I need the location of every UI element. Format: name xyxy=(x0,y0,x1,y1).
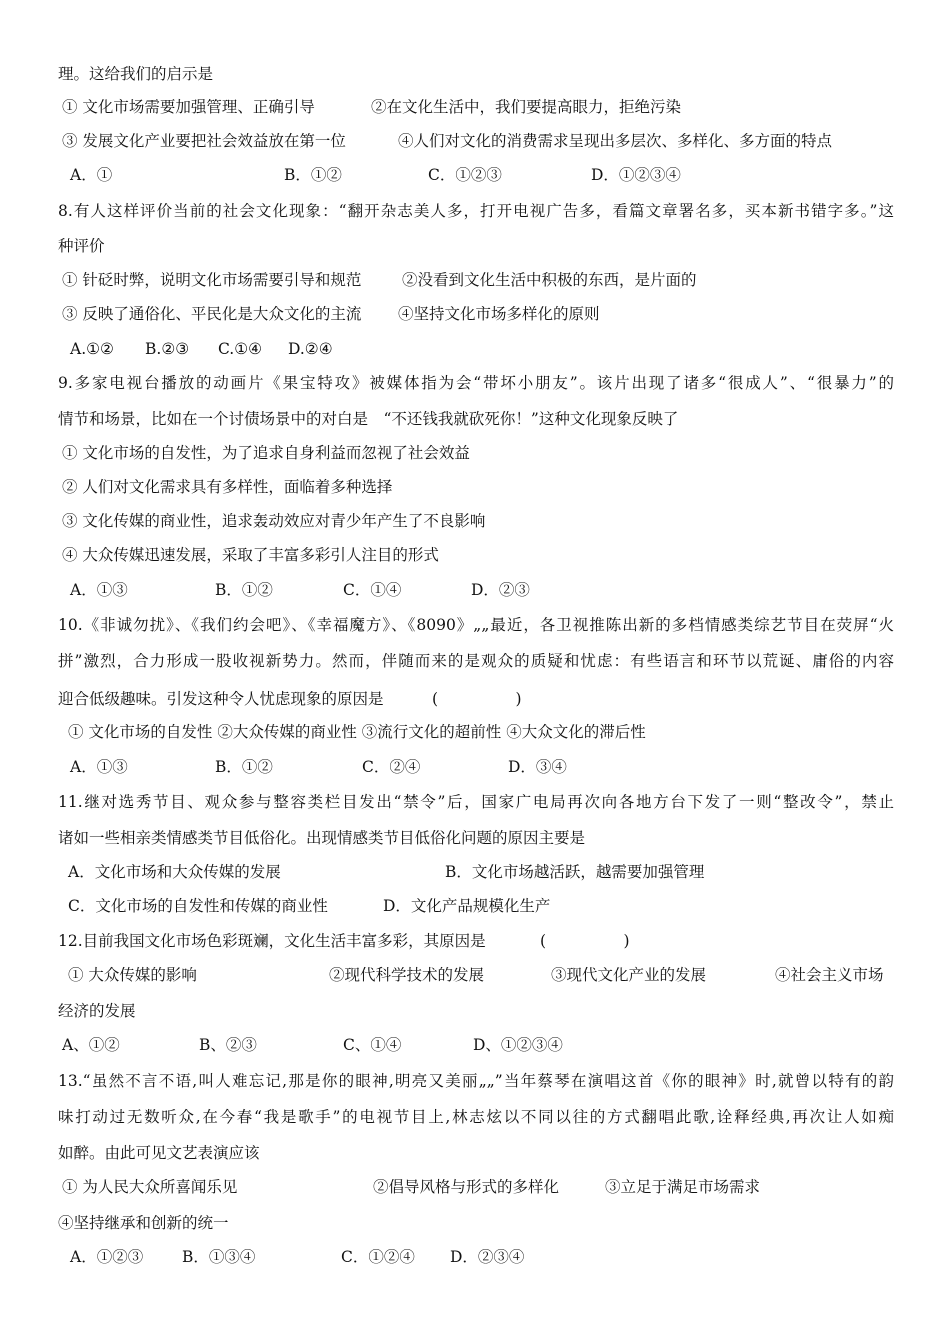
q10-stem-line-2: 拼”激烈，合力形成一股收视新势力。然而，伴随而来的是观众的质疑和忧虑：有些语言和环节以荒诞、庸俗的内容 xyxy=(58,652,894,670)
q9-option-2: ② 人们对文化需求具有多样性，面临着多种选择 xyxy=(62,478,393,496)
q13-choice-c: C．①②④ xyxy=(341,1248,415,1266)
q13-option-4: ④坚持继承和创新的统一 xyxy=(58,1214,229,1232)
q10-answer-blank: ( ) xyxy=(432,690,522,708)
q11-choice-a: A．文化市场和大众传媒的发展 xyxy=(68,863,281,881)
q7-choice-a: A．① xyxy=(70,166,113,184)
q8-choice-d: D.②④ xyxy=(288,340,333,358)
q10-stem-line-1: 10.《非诚勿扰》、《我们约会吧》、《幸福魔方》、《8090》„„最近，各卫视推陈出新的多档情感类综艺节目在荧屏“火 xyxy=(58,616,894,634)
q13-choice-b: B．①③④ xyxy=(182,1248,256,1266)
q12-option-4: ④社会主义市场 xyxy=(775,966,884,984)
q7-option-3: ③ 发展文化产业要把社会效益放在第一位 xyxy=(62,132,346,150)
q9-option-3: ③ 文化传媒的商业性，追求轰动效应对青少年产生了不良影响 xyxy=(62,512,486,530)
q8-choice-c: C.①④ xyxy=(218,340,263,358)
q8-stem-line-2: 种评价 xyxy=(58,237,105,255)
q9-stem-line-2: 情节和场景，比如在一个讨债场景中的对白是 “不还钱我就砍死你！”这种文化现象反映了 xyxy=(58,410,679,428)
q10-options: ① 文化市场的自发性 ②大众传媒的商业性 ③流行文化的超前性 ④大众文化的滞后性 xyxy=(68,723,646,741)
q10-choice-a: A．①③ xyxy=(70,758,128,776)
q12-option-1: ① 大众传媒的影响 xyxy=(68,966,197,984)
q13-stem-line-3: 如醉。由此可见文艺表演应该 xyxy=(58,1144,260,1162)
q8-option-4: ④坚持文化市场多样化的原则 xyxy=(398,305,600,323)
q11-stem-line-1: 11.继对选秀节目、观众参与整容类栏目发出“禁令”后，国家广电局再次向各地方台下发了一则“整改令”，禁止 xyxy=(58,793,894,811)
q12-choice-d: D、①②③④ xyxy=(473,1036,563,1054)
q13-option-3: ③立足于满足市场需求 xyxy=(605,1178,761,1196)
q11-choice-b: B．文化市场越活跃，越需要加强管理 xyxy=(445,863,705,881)
q11-stem-line-2: 诸如一些相亲类情感类节目低俗化。出现情感类节目低俗化问题的原因主要是 xyxy=(58,829,586,847)
q7-choice-b: B．①② xyxy=(284,166,342,184)
q12-stem-line-1: 12.目前我国文化市场色彩斑斓，文化生活丰富多彩，其原因是 xyxy=(58,932,486,950)
q7-option-2: ②在文化生活中，我们要提高眼力，拒绝污染 xyxy=(371,98,682,116)
q9-stem-line-1: 9.多家电视台播放的动画片《果宝特攻》被媒体指为会“带坏小朋友”。该片出现了诸多“很成人”、“很暴力”的 xyxy=(58,374,894,392)
q12-choice-a: A、①② xyxy=(62,1036,120,1054)
q7-tail: 理。这给我们的启示是 xyxy=(58,65,214,83)
q8-choice-a: A.①② xyxy=(70,340,114,358)
q12-option-4-continued: 经济的发展 xyxy=(58,1002,136,1020)
q9-choice-a: A．①③ xyxy=(70,581,128,599)
q7-option-4: ④人们对文化的消费需求呈现出多层次、多样化、多方面的特点 xyxy=(398,132,833,150)
q10-choice-c: C．②④ xyxy=(362,758,421,776)
q10-choice-d: D．③④ xyxy=(508,758,567,776)
q12-option-3: ③现代文化产业的发展 xyxy=(551,966,707,984)
q12-option-2: ②现代科学技术的发展 xyxy=(329,966,485,984)
q13-stem-line-2: 味打动过无数听众,在今春“我是歌手”的电视节目上,林志炫以不同以往的方式翻唱此歌,诠释经典,再次让人如痴 xyxy=(58,1108,894,1126)
q11-choice-d: D．文化产品规模化生产 xyxy=(383,897,551,915)
q7-choice-c: C．①②③ xyxy=(428,166,502,184)
q9-choice-b: B．①② xyxy=(215,581,273,599)
q8-option-2: ②没看到文化生活中积极的东西，是片面的 xyxy=(402,271,697,289)
q8-option-1: ① 针砭时弊，说明文化市场需要引导和规范 xyxy=(62,271,362,289)
q10-choice-b: B．①② xyxy=(215,758,273,776)
q13-stem-line-1: 13.“虽然不言不语,叫人难忘记,那是你的眼神,明亮又美丽„„”当年蔡琴在演唱这首《你的眼神》时,就曾以特有的韵 xyxy=(58,1072,894,1090)
q8-option-3: ③ 反映了通俗化、平民化是大众文化的主流 xyxy=(62,305,362,323)
q9-option-1: ① 文化市场的自发性，为了追求自身利益而忽视了社会效益 xyxy=(62,444,470,462)
q13-option-1: ① 为人民大众所喜闻乐见 xyxy=(62,1178,238,1196)
q9-choice-d: D．②③ xyxy=(471,581,530,599)
q13-choice-d: D．②③④ xyxy=(450,1248,525,1266)
q9-choice-c: C．①④ xyxy=(343,581,402,599)
q12-answer-blank: ( ) xyxy=(540,932,630,950)
q12-choice-c: C、①④ xyxy=(343,1036,402,1054)
q8-stem-line-1: 8.有人这样评价当前的社会文化现象：“翻开杂志美人多，打开电视广告多，看篇文章署名多，买本新书错字多。”这 xyxy=(58,202,894,220)
q8-choice-b: B.②③ xyxy=(145,340,190,358)
q9-option-4: ④ 大众传媒迅速发展，采取了丰富多彩引人注目的形式 xyxy=(62,546,439,564)
q7-option-1: ① 文化市场需要加强管理、正确引导 xyxy=(62,98,315,116)
q12-choice-b: B、②③ xyxy=(199,1036,257,1054)
q7-choice-d: D．①②③④ xyxy=(591,166,681,184)
q11-choice-c: C．文化市场的自发性和传媒的商业性 xyxy=(68,897,328,915)
q13-option-2: ②倡导风格与形式的多样化 xyxy=(373,1178,560,1196)
q10-stem-line-3: 迎合低级趣味。引发这种令人忧虑现象的原因是 xyxy=(58,690,384,708)
q13-choice-a: A．①②③ xyxy=(70,1248,144,1266)
